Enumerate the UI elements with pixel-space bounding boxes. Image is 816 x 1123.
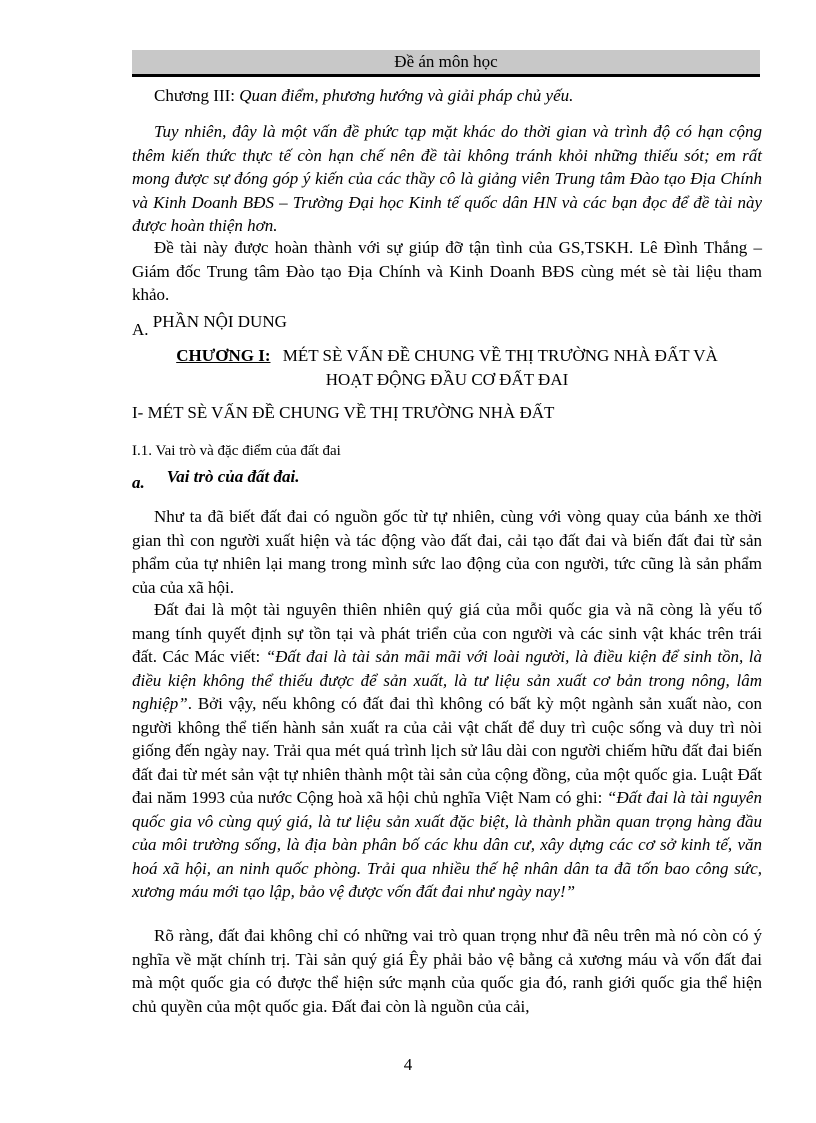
heading-i: I- MÉT SÈ VẤN ĐỀ CHUNG VỀ THỊ TRƯỜNG NHÀ ĐẤT [132,403,555,422]
running-header [132,50,760,77]
header-title: Đề án môn học [394,52,498,71]
chapter-prefix: Chương III: [154,86,240,105]
chapter-reference-line [132,84,762,108]
section-heading [132,312,287,339]
marx-quote: “Đất đai là tài sản mãi mãi với loài người, là điều kiện để sinh tồn, là điều kiện không thể thiếu được để sản xuất, là tư liệu sản xuất cơ bản trong nông, lâm nghiệp” [132,647,762,713]
chapter-1-title-line2: HOẠT ĐỘNG ĐẦU CƠ ĐẤT ĐAI [325,370,569,389]
land-law-quote: “Đất đai là tài nguyên quốc gia vô cùng quý giá, là tư liệu sản xuất đặc biệt, là thành phần quan trọng hàng đầu của môi trường sống, là địa bàn phân bố các khu dân cư, xây dựng các cơ sở kinh tế, văn hoá xã hội, an ninh quốc phòng. Trải qua nhiều thế hệ nhân dân ta đã tốn bao công sức, xương máu mới tạo lập, bảo vệ được vốn đất đai như ngày nay!” [132,788,762,901]
heading-1-1: I.1. Vai trò và đặc điểm của đất đai [132,443,341,459]
chapter-subtitle: Quan điểm, phương hướng và giải pháp chủ yếu. [239,86,574,105]
heading-a-letter: a. [132,473,145,492]
body-paragraph-3: Rõ ràng, đất đai không chỉ có những vai trò quan trọng như đã nêu trên mà nó còn có ý nghĩa về mặt chính trị. Tài sản quý giá Êy phải bảo vệ bằng cả xương máu và vốn đất đai mà một quốc gia có được thể hiện sức mạnh của quốc gia đó, ranh giới quốc gia thể hiện chủ quyền của một quốc gia. Đất đai còn là nguồn của cải, [132,926,762,1016]
body-paragraph-2-part-a: Đất đai là một tài nguyên thiên nhiên quý giá của mỗi quốc gia và nã còng là yếu tố mang tính quyết định sự tồn tại và phát triển của con người và các sinh vật khác trên trái đất. Các Mác viết: [132,600,762,666]
intro-paragraph-1: Tuy nhiên, đây là một vấn đề phức tạp mặt khác do thời gian và trình độ có hạn cộng thêm kiến thức thực tế còn hạn chế nên đề tài không tránh khỏi những thiếu sót; em rất mong được sự đóng góp ý kiến của các thầy cô là giảng viên Trung tâm Đào tạo Địa Chính và Kinh Doanh BĐS – Trường Đại học Kinh tế quốc dân HN và các bạn đọc để đề tài này được hoàn thiện hơn. [132,122,762,235]
body-paragraph-2-part-b: . Bởi vậy, nếu không có đất đai thì không có bất kỳ một ngành sản xuất nào, con người không thể tiến hành sản xuất ra của cải vật chất để duy trì cuộc sống và duy trì nòi giống đến ngày nay. Trải qua mét quá trình lịch sử lâu dài con người chiếm hữu đất đai biến đất đai từ mét sản vật tự nhiên thành một tài sản của cộng đồng, của một quốc gia. Luật Đất đai năm 1993 của nước Cộng hoà xã hội chủ nghĩa Việt Nam có ghi: [132,694,762,807]
heading-a [132,467,300,492]
chapter-1-label: CHƯƠNG I: [176,346,271,365]
heading-a-title: Vai trò của đất đai. [166,467,300,486]
section-title: PHẦN NỘI DUNG [152,312,287,331]
section-letter: A. [132,320,149,339]
chapter-1-title-line1: MÉT SÈ VẤN ĐỀ CHUNG VỀ THỊ TRƯỜNG NHÀ ĐẤT VÀ [282,346,718,365]
page-number: 4 [403,1055,413,1074]
chapter-1-heading [132,344,762,392]
body-paragraph-2 [132,598,762,904]
intro-paragraph-2: Đề tài này được hoàn thành với sự giúp đỡ tận tình của GS,TSKH. Lê Đình Thắng – Giám đốc Trung tâm Đào tạo Địa Chính và Kinh Doanh BĐS cùng mét sè tài liệu tham khảo. [132,238,762,304]
body-paragraph-1: Như ta đã biết đất đai có nguồn gốc từ tự nhiên, cùng với vòng quay của bánh xe thời gian thì con người xuất hiện và tác động vào đất đai, cải tạo đất đai và biến đất đai từ sản phẩm của tự nhiên lại mang trong mình sức lao động của con người, tức cũng là sản phẩm của của xã hội. [132,507,762,597]
